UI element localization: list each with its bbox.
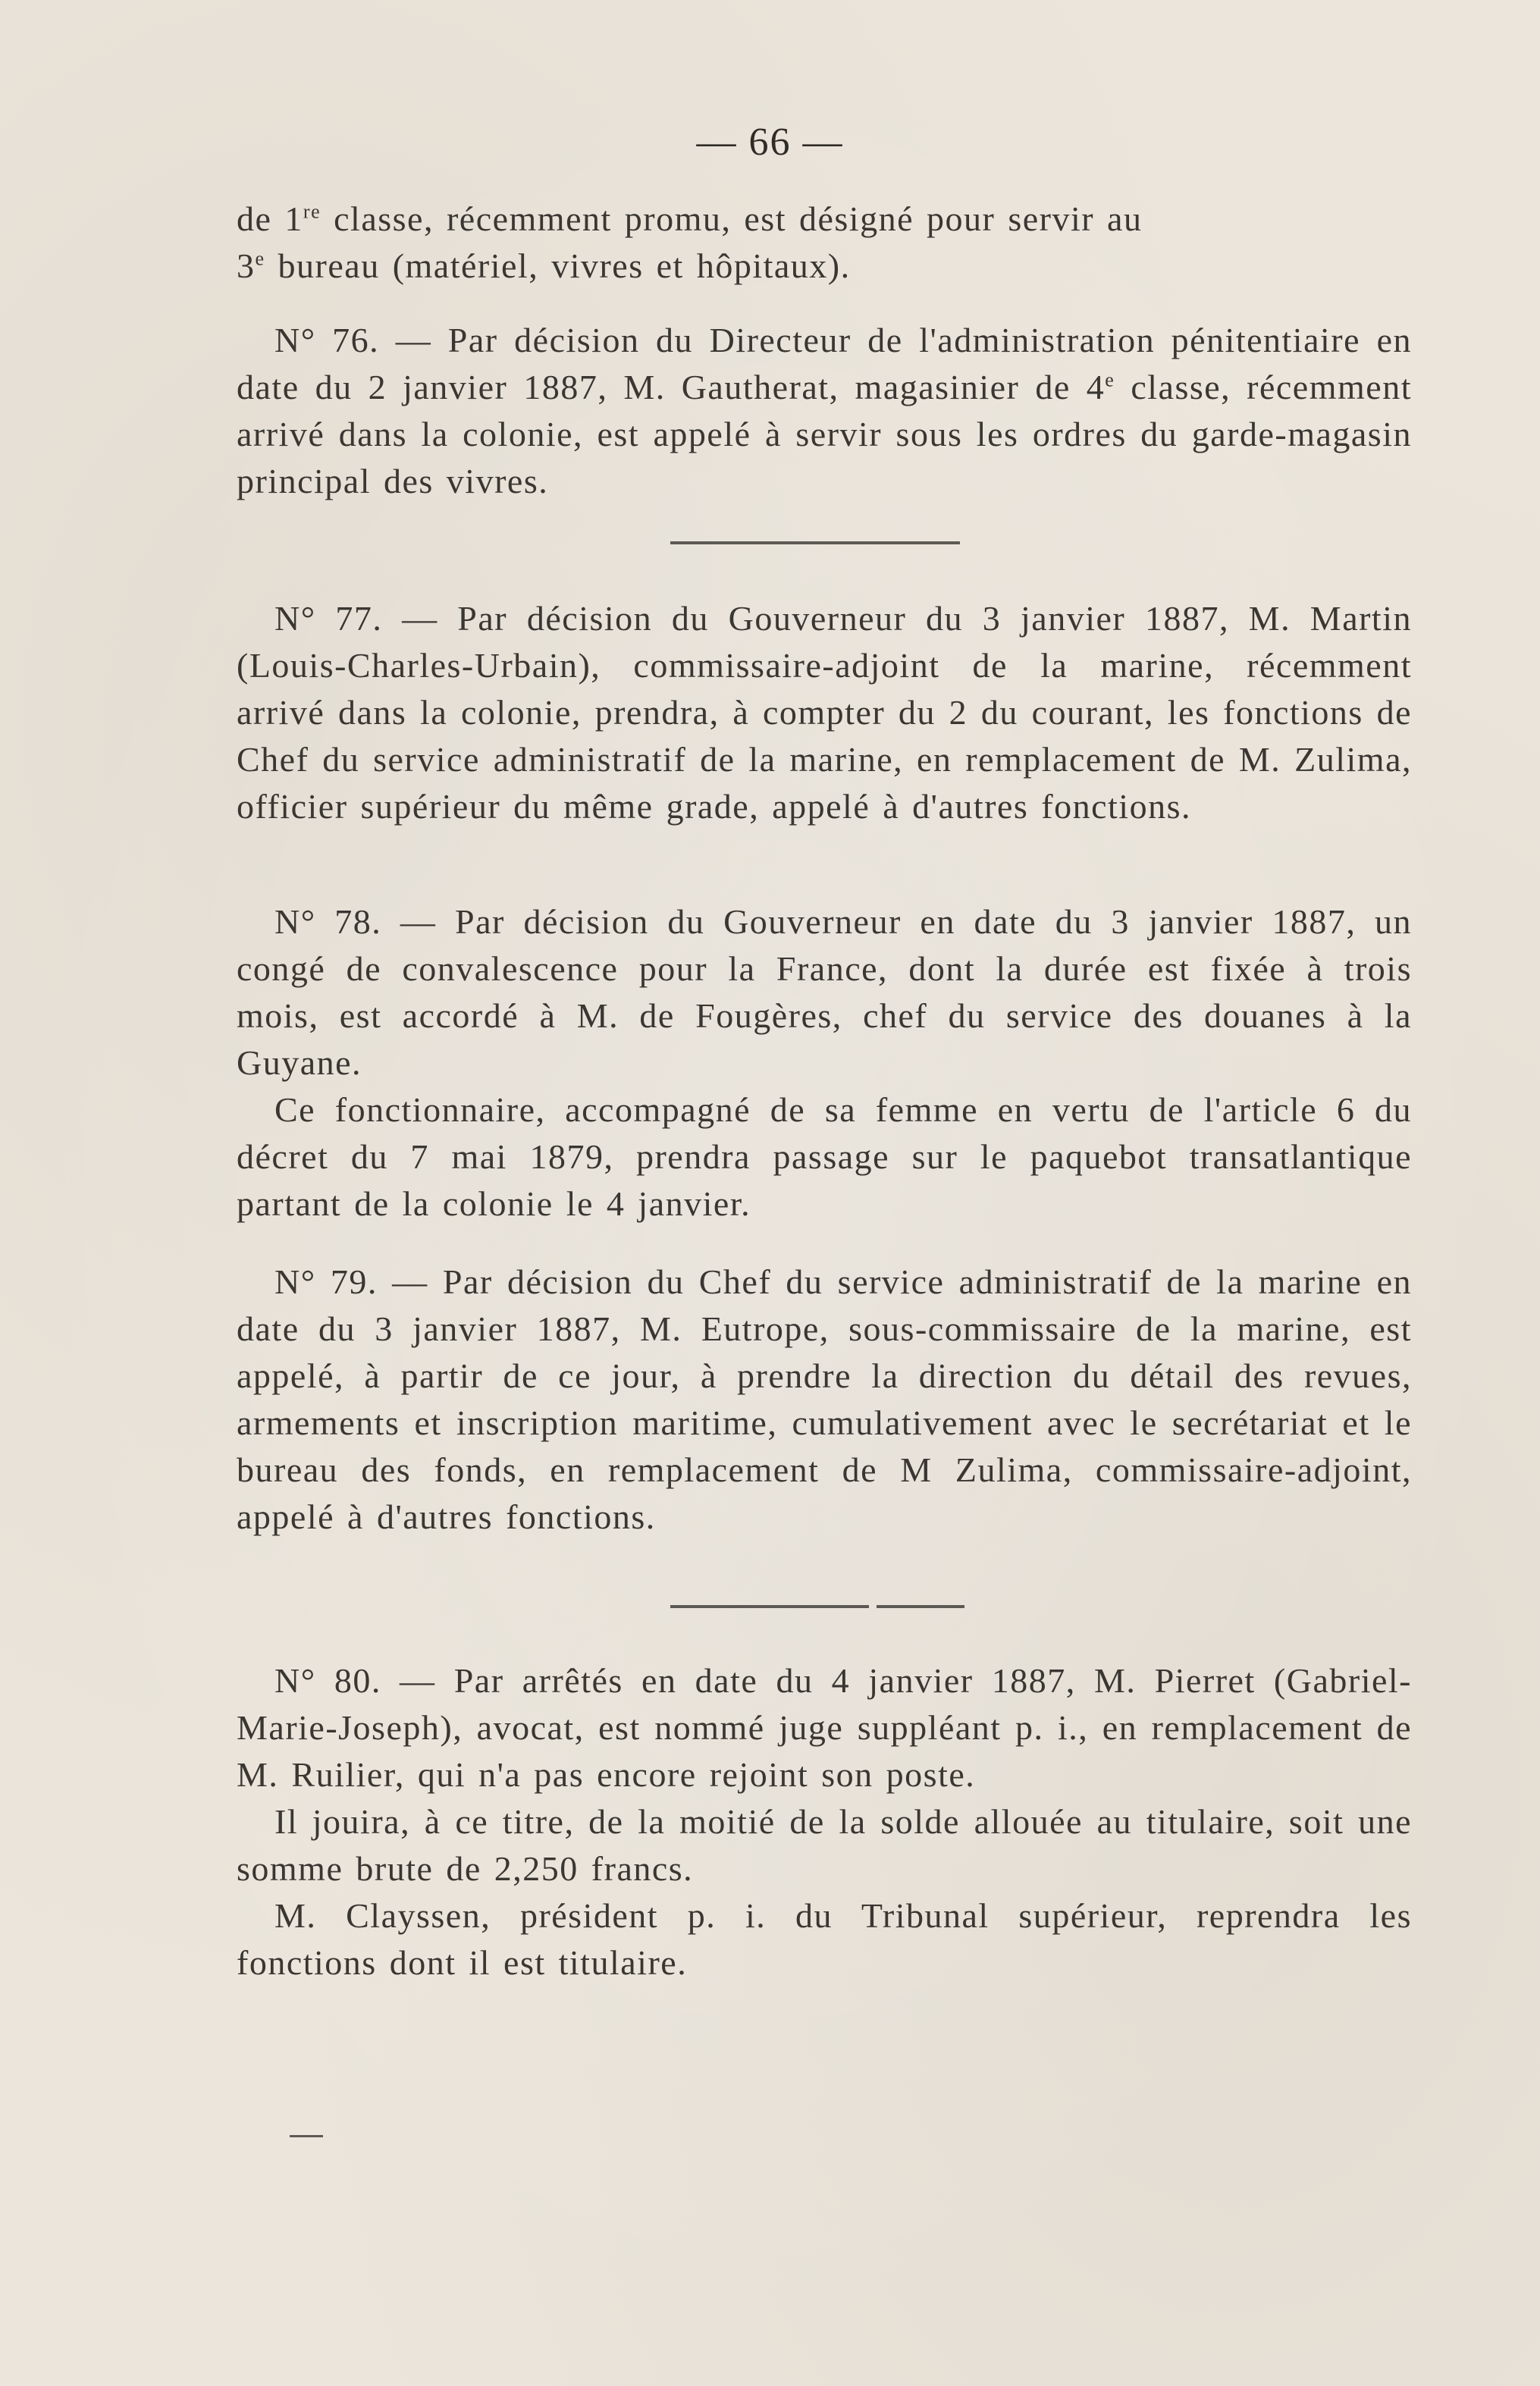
top-paragraph-line2 — [237, 243, 1412, 290]
entry-80-paragraph-3: M. Clayssen, président p. i. du Tribunal supérieur, reprendra les fonctions dont il est titulaire. — [237, 1896, 1412, 1982]
top-paragraph-line1-mid: classe, récemment promu, est désigné pour servir au — [321, 199, 1143, 238]
entry-76-text-end: classe, récemment arrivé dans la colonie, est appelé à servir sous les ordres du garde-magasin principal des vivres. — [237, 368, 1412, 500]
top-paragraph-line1-pre: de 1 — [237, 199, 303, 238]
entry-76-paragraph — [237, 317, 1412, 505]
top-paragraph — [237, 196, 1412, 290]
entry-78 — [237, 898, 1412, 1227]
page-number: — 66 — — [696, 121, 844, 164]
entry-76-text: N° 76. — Par décision du Directeur de l'administration pénitentiaire en date du 2 janvier 1887, M. Gautherat, magasinier de 4 — [237, 321, 1412, 406]
top-paragraph-line2-post: bureau (matériel, vivres et hôpitaux). — [265, 246, 851, 285]
top-paragraph-line2-sup: e — [255, 247, 265, 270]
top-paragraph-line1-sup: re — [303, 200, 321, 223]
entry-78-paragraph-1: N° 78. — Par décision du Gouverneur en date du 3 janvier 1887, un congé de convalescence pour la France, dont la durée est fixée à trois mois, est accordé à M. de Fougères, chef du service des douanes à la Guyane. — [237, 902, 1412, 1082]
separator-rule-2a — [670, 1605, 869, 1608]
top-paragraph-line1 — [237, 196, 1412, 243]
entry-77 — [237, 595, 1412, 830]
entry-77-paragraph: N° 77. — Par décision du Gouverneur du 3 janvier 1887, M. Martin (Louis-Charles-Urbain), commissaire-adjoint de la marine, récemment arrivé dans la colonie, prendra, à compter du 2 du courant, les fonctions de Chef du service administratif de la marine, en remplacement de M. Zulima, officier supérieur du même grade, appelé à d'autres fonctions. — [237, 599, 1412, 826]
entry-76 — [237, 317, 1412, 505]
separator-rule-2b — [877, 1605, 964, 1608]
entry-80-paragraph-1: N° 80. — Par arrêtés en date du 4 janvier 1887, M. Pierret (Gabriel-Marie-Joseph), avocat, est nommé juge suppléant p. i., en remplacement de M. Ruilier, qui n'a pas encore rejoint son poste. — [237, 1661, 1412, 1794]
entry-76-sup: e — [1105, 368, 1115, 391]
entry-80-paragraph-2: Il jouira, à ce titre, de la moitié de la solde allouée au titulaire, soit une somme brute de 2,250 francs. — [237, 1802, 1412, 1888]
entry-80 — [237, 1657, 1412, 1986]
stray-mark — [290, 2135, 323, 2137]
entry-79-paragraph: N° 79. — Par décision du Chef du service administratif de la marine en date du 3 janvier 1887, M. Eutrope, sous-commissaire de la marine, est appelé, à partir de ce jour, à prendre la direction du détail des revues, armements et inscription maritime, cumulativement avec le secrétariat et le bureau des fonds, en remplacement de M Zulima, commissaire-adjoint, appelé à d'autres fonctions. — [237, 1262, 1412, 1536]
entry-79 — [237, 1259, 1412, 1541]
entry-78-paragraph-2: Ce fonctionnaire, accompagné de sa femme en vertu de l'article 6 du décret du 7 mai 1879, prendra passage sur le paquebot transatlantique partant de la colonie le 4 janvier. — [237, 1090, 1412, 1223]
top-paragraph-line2-pre: 3 — [237, 246, 256, 285]
separator-rule-1 — [670, 541, 960, 544]
